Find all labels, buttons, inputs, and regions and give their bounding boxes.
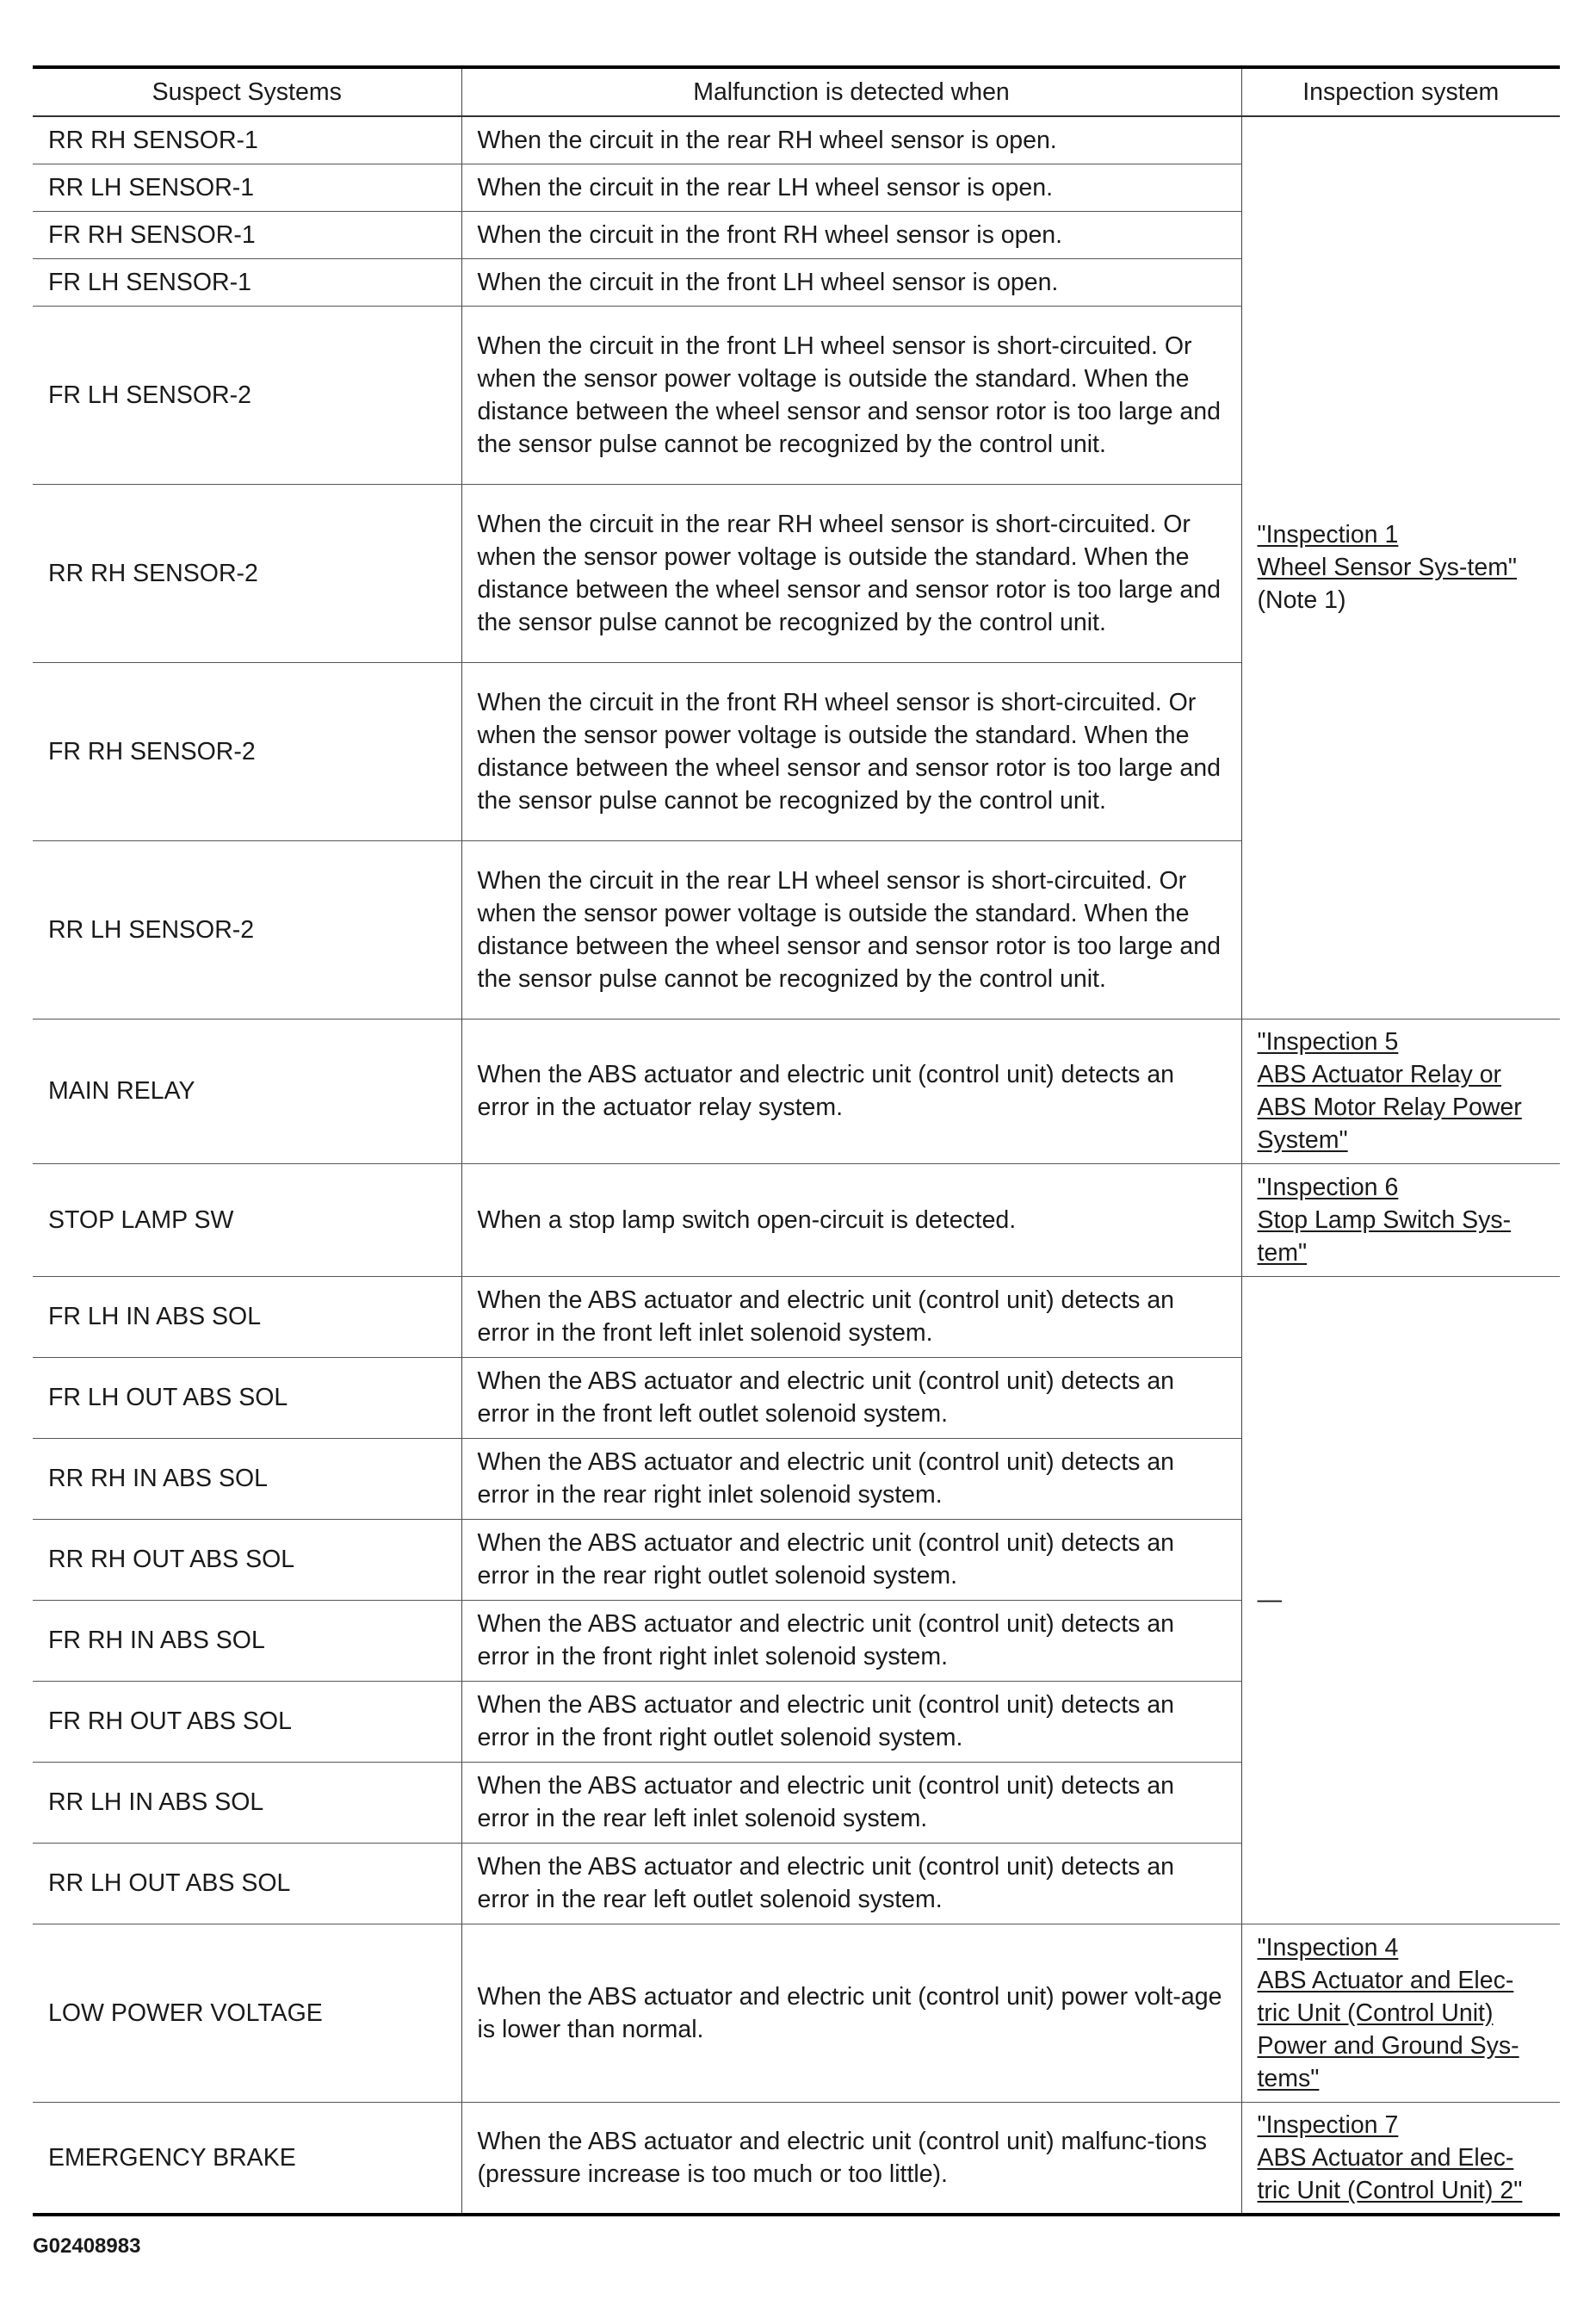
malfunction-description: When the circuit in the rear LH wheel sensor is open. bbox=[461, 164, 1241, 211]
suspect-system: LOW POWER VOLTAGE bbox=[33, 1924, 461, 2102]
malfunction-description: When the ABS actuator and electric unit (control unit) detects an error in the front right inlet solenoid system. bbox=[461, 1600, 1241, 1681]
malfunction-description: When a stop lamp switch open-circuit is detected. bbox=[461, 1163, 1241, 1276]
header-suspect-systems: Suspect Systems bbox=[33, 67, 461, 116]
malfunction-description: When the ABS actuator and electric unit (control unit) detects an error in the front right outlet solenoid system. bbox=[461, 1681, 1241, 1762]
malfunction-description: When the circuit in the rear LH wheel sensor is short-circuited. Or when the sensor power voltage is outside the standard. When the distance between the wheel sensor and sensor rotor is too large and the sensor pulse cannot be recognized by the control unit. bbox=[461, 840, 1241, 1019]
suspect-system: FR LH SENSOR-1 bbox=[33, 258, 461, 306]
malfunction-description: When the circuit in the rear RH wheel sensor is open. bbox=[461, 116, 1241, 164]
suspect-system: RR LH SENSOR-2 bbox=[33, 840, 461, 1019]
suspect-system: FR RH SENSOR-1 bbox=[33, 211, 461, 258]
diagnosis-table bbox=[33, 65, 1560, 2216]
suspect-system: FR RH SENSOR-2 bbox=[33, 662, 461, 840]
inspection-note: (Note 1) bbox=[1257, 586, 1346, 615]
table-row bbox=[33, 1924, 1560, 2102]
suspect-system: FR RH OUT ABS SOL bbox=[33, 1681, 461, 1762]
malfunction-description: When the ABS actuator and electric unit (control unit) detects an error in the rear right outlet solenoid system. bbox=[461, 1519, 1241, 1600]
inspection-cell-power bbox=[1241, 1924, 1560, 2102]
suspect-system: RR RH SENSOR-2 bbox=[33, 484, 461, 662]
inspection-cell-none: — bbox=[1241, 1276, 1560, 1924]
malfunction-description: When the ABS actuator and electric unit (control unit) detects an error in the actuator relay system. bbox=[461, 1019, 1241, 1163]
malfunction-description: When the ABS actuator and electric unit (control unit) detects an error in the rear left outlet solenoid system. bbox=[461, 1843, 1241, 1924]
malfunction-description: When the ABS actuator and electric unit (control unit) detects an error in the rear right inlet solenoid system. bbox=[461, 1438, 1241, 1519]
inspection-cell-stop-lamp bbox=[1241, 1163, 1560, 1276]
inspection-4-link[interactable]: "Inspection 4 ABS Actuator and Elec-tric Unit (Control Unit) Power and Ground Sys-tems" bbox=[1257, 1933, 1519, 2092]
malfunction-description: When the circuit in the front LH wheel sensor is short-circuited. Or when the sensor power voltage is outside the standard. When the distance between the wheel sensor and sensor rotor is too large and the sensor pulse cannot be recognized by the control unit. bbox=[461, 306, 1241, 484]
suspect-system: RR LH OUT ABS SOL bbox=[33, 1843, 461, 1924]
suspect-system: RR RH OUT ABS SOL bbox=[33, 1519, 461, 1600]
malfunction-description: When the ABS actuator and electric unit (control unit) malfunc-tions (pressure increase is too much or too little). bbox=[461, 2102, 1241, 2215]
malfunction-description: When the ABS actuator and electric unit (control unit) detects an error in the front left outlet solenoid system. bbox=[461, 1357, 1241, 1438]
inspection-7-link[interactable]: "Inspection 7 ABS Actuator and Elec-tric Unit (Control Unit) 2" bbox=[1257, 2110, 1523, 2204]
table-row bbox=[33, 116, 1560, 164]
inspection-cell-relay bbox=[1241, 1019, 1560, 1163]
suspect-system: FR LH IN ABS SOL bbox=[33, 1276, 461, 1357]
table-row bbox=[33, 1019, 1560, 1163]
inspection-cell-wheel-sensor bbox=[1241, 116, 1560, 1019]
suspect-system: RR RH IN ABS SOL bbox=[33, 1438, 461, 1519]
suspect-system: STOP LAMP SW bbox=[33, 1163, 461, 1276]
inspection-5-link[interactable]: "Inspection 5 ABS Actuator Relay or ABS Motor Relay Power System" bbox=[1257, 1028, 1522, 1154]
malfunction-description: When the ABS actuator and electric unit (control unit) detects an error in the rear left inlet solenoid system. bbox=[461, 1762, 1241, 1843]
suspect-system: FR LH OUT ABS SOL bbox=[33, 1357, 461, 1438]
suspect-system: FR LH SENSOR-2 bbox=[33, 306, 461, 484]
suspect-system: RR LH IN ABS SOL bbox=[33, 1762, 461, 1843]
malfunction-description: When the circuit in the front RH wheel sensor is short-circuited. Or when the sensor power voltage is outside the standard. When the distance between the wheel sensor and sensor rotor is too large and the sensor pulse cannot be recognized by the control unit. bbox=[461, 662, 1241, 840]
malfunction-description: When the ABS actuator and electric unit (control unit) power volt-age is lower than normal. bbox=[461, 1924, 1241, 2102]
inspection-cell-emergency bbox=[1241, 2102, 1560, 2215]
table-row bbox=[33, 2102, 1560, 2215]
suspect-system: FR RH IN ABS SOL bbox=[33, 1600, 461, 1681]
suspect-system: RR RH SENSOR-1 bbox=[33, 116, 461, 164]
table-row bbox=[33, 1163, 1560, 1276]
malfunction-description: When the circuit in the front RH wheel sensor is open. bbox=[461, 211, 1241, 258]
header-row bbox=[33, 67, 1560, 116]
header-inspection-system: Inspection system bbox=[1241, 67, 1560, 116]
inspection-1-link[interactable]: "Inspection 1 Wheel Sensor Sys-tem" bbox=[1257, 521, 1518, 582]
malfunction-description: When the circuit in the rear RH wheel sensor is short-circuited. Or when the sensor power voltage is outside the standard. When the distance between the wheel sensor and sensor rotor is too large and the sensor pulse cannot be recognized by the control unit. bbox=[461, 484, 1241, 662]
inspection-6-link[interactable]: "Inspection 6 Stop Lamp Switch Sys-tem" bbox=[1257, 1173, 1512, 1267]
suspect-system: EMERGENCY BRAKE bbox=[33, 2102, 461, 2215]
malfunction-description: When the ABS actuator and electric unit (control unit) detects an error in the front left inlet solenoid system. bbox=[461, 1276, 1241, 1357]
malfunction-description: When the circuit in the front LH wheel sensor is open. bbox=[461, 258, 1241, 306]
figure-code: G02408983 bbox=[33, 2234, 141, 2258]
suspect-system: MAIN RELAY bbox=[33, 1019, 461, 1163]
table-row bbox=[33, 1276, 1560, 1357]
header-malfunction: Malfunction is detected when bbox=[461, 67, 1241, 116]
suspect-system: RR LH SENSOR-1 bbox=[33, 164, 461, 211]
